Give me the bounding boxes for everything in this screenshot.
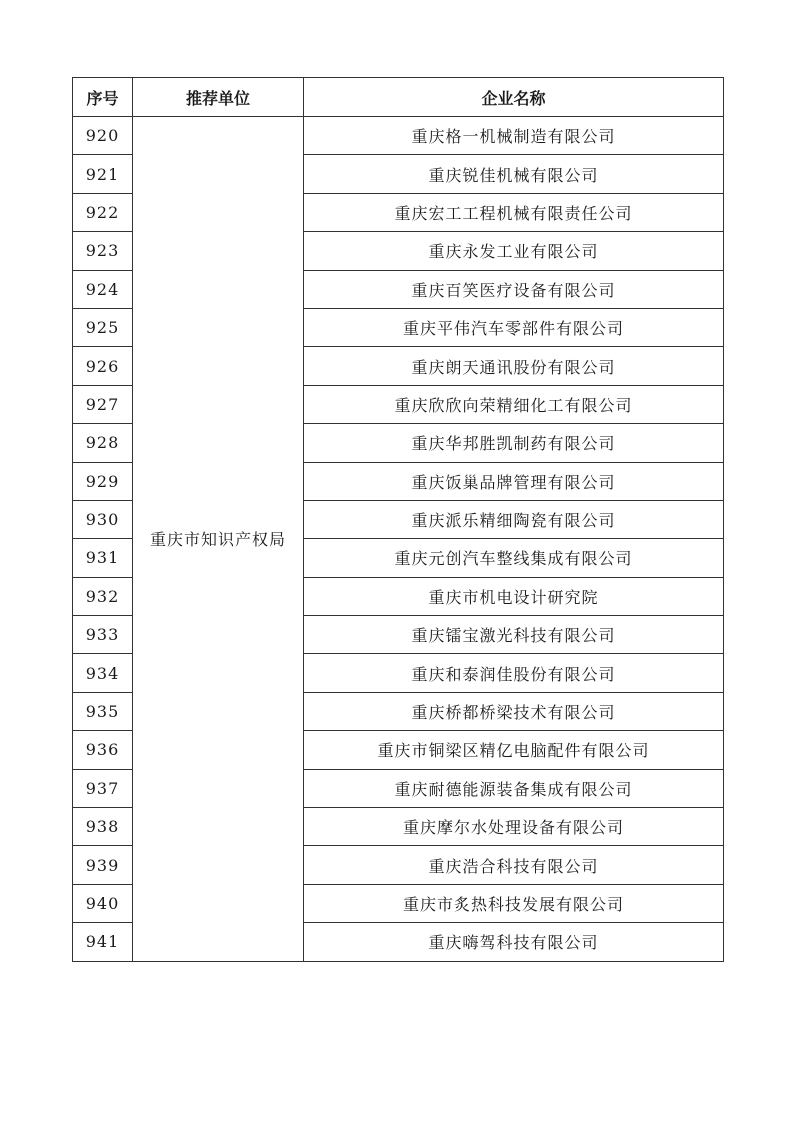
- serial-number-cell: 936: [73, 731, 133, 769]
- table-row: [73, 117, 724, 155]
- enterprise-name-cell: 重庆市炙热科技发展有限公司: [304, 884, 724, 922]
- header-enterprise-name: 企业名称: [304, 78, 724, 117]
- serial-number-cell: 933: [73, 616, 133, 654]
- serial-number-cell: 940: [73, 884, 133, 922]
- serial-number-cell: 926: [73, 347, 133, 385]
- serial-number-cell: 931: [73, 539, 133, 577]
- serial-number-cell: 922: [73, 193, 133, 231]
- table-header-row: [73, 78, 724, 117]
- serial-number-cell: 928: [73, 424, 133, 462]
- enterprise-name-cell: 重庆欣欣向荣精细化工有限公司: [304, 385, 724, 423]
- serial-number-cell: 934: [73, 654, 133, 692]
- serial-number-cell: 938: [73, 808, 133, 846]
- table-body: [73, 117, 724, 962]
- enterprise-name-cell: 重庆市铜梁区精亿电脑配件有限公司: [304, 731, 724, 769]
- enterprise-name-cell: 重庆桥都桥梁技术有限公司: [304, 692, 724, 730]
- enterprise-name-cell: 重庆元创汽车整线集成有限公司: [304, 539, 724, 577]
- serial-number-cell: 923: [73, 232, 133, 270]
- recommending-unit-cell: 重庆市知识产权局: [133, 117, 304, 962]
- enterprise-name-cell: 重庆华邦胜凯制药有限公司: [304, 424, 724, 462]
- serial-number-cell: 924: [73, 270, 133, 308]
- serial-number-cell: 939: [73, 846, 133, 884]
- enterprise-name-cell: 重庆和泰润佳股份有限公司: [304, 654, 724, 692]
- serial-number-cell: 932: [73, 577, 133, 615]
- enterprise-name-cell: 重庆市机电设计研究院: [304, 577, 724, 615]
- header-serial-number: 序号: [73, 78, 133, 117]
- header-recommending-unit: 推荐单位: [133, 78, 304, 117]
- enterprise-name-cell: 重庆耐德能源装备集成有限公司: [304, 769, 724, 807]
- enterprise-table: [72, 77, 724, 962]
- enterprise-name-cell: 重庆镭宝激光科技有限公司: [304, 616, 724, 654]
- serial-number-cell: 941: [73, 923, 133, 961]
- enterprise-name-cell: 重庆平伟汽车零部件有限公司: [304, 308, 724, 346]
- enterprise-name-cell: 重庆派乐精细陶瓷有限公司: [304, 500, 724, 538]
- serial-number-cell: 937: [73, 769, 133, 807]
- serial-number-cell: 927: [73, 385, 133, 423]
- enterprise-name-cell: 重庆永发工业有限公司: [304, 232, 724, 270]
- serial-number-cell: 925: [73, 308, 133, 346]
- serial-number-cell: 929: [73, 462, 133, 500]
- enterprise-name-cell: 重庆格一机械制造有限公司: [304, 117, 724, 155]
- enterprise-name-cell: 重庆摩尔水处理设备有限公司: [304, 808, 724, 846]
- enterprise-name-cell: 重庆宏工工程机械有限责任公司: [304, 193, 724, 231]
- enterprise-name-cell: 重庆百笑医疗设备有限公司: [304, 270, 724, 308]
- serial-number-cell: 935: [73, 692, 133, 730]
- serial-number-cell: 930: [73, 500, 133, 538]
- enterprise-name-cell: 重庆饭巢品牌管理有限公司: [304, 462, 724, 500]
- serial-number-cell: 921: [73, 155, 133, 193]
- enterprise-name-cell: 重庆浩合科技有限公司: [304, 846, 724, 884]
- enterprise-name-cell: 重庆嗨驾科技有限公司: [304, 923, 724, 961]
- serial-number-cell: 920: [73, 117, 133, 155]
- enterprise-name-cell: 重庆锐佳机械有限公司: [304, 155, 724, 193]
- enterprise-name-cell: 重庆朗天通讯股份有限公司: [304, 347, 724, 385]
